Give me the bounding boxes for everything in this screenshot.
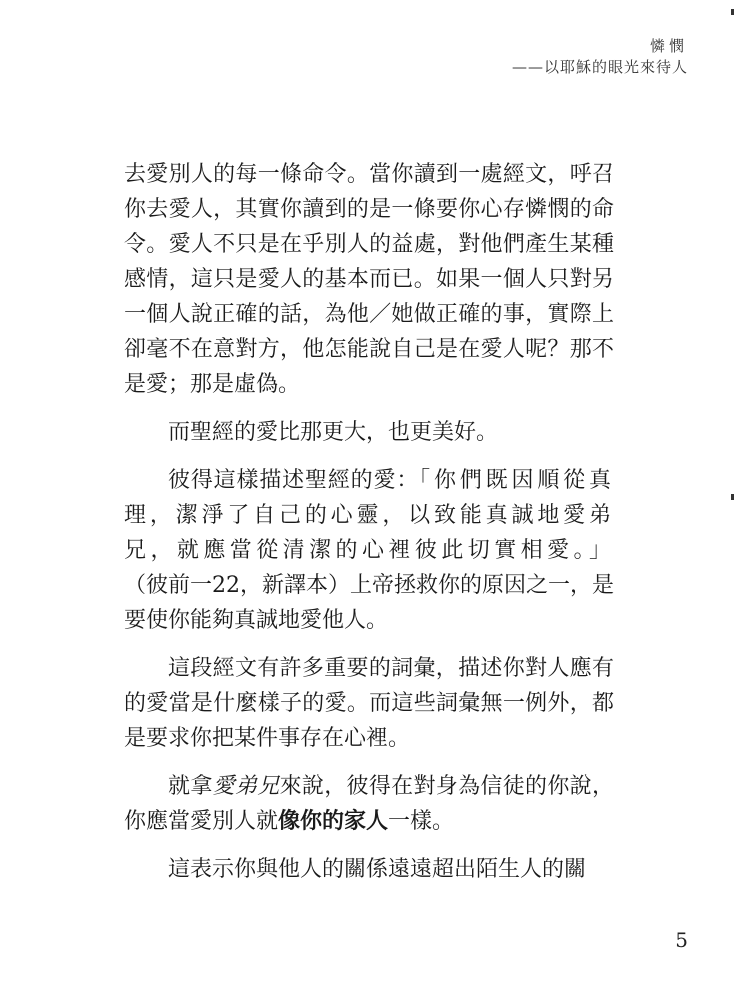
paragraph-5-a: 就拿 [168, 774, 213, 799]
paragraph-3-rest: （彼前一22，新譯本）上帝拯救你的原因之一，是要使你能夠真誠地愛他人。 [124, 573, 614, 633]
paragraph-3 [124, 463, 614, 638]
emphasis-text: 像你的家人 [278, 809, 389, 834]
running-head [512, 36, 688, 78]
running-head-subtitle: ——以耶穌的眼光來待人 [511, 58, 688, 76]
paragraph-2: 而聖經的愛比那更大，也更美好。 [168, 420, 499, 445]
paragraph-4: 這段經文有許多重要的詞彙，描述你對人應有的愛當是什麼樣子的愛。而這些詞彙無一例外，都是要求你把某件事存在心裡。 [124, 656, 614, 751]
running-head-title: 憐憫 [649, 37, 688, 55]
page-number: 5 [675, 928, 688, 952]
paragraph-6: 這表示你與他人的關係遠遠超出陌生人的關 [168, 857, 587, 882]
scripture-quote: 「你們既因順從真理，潔淨了自己的心靈，以致能真誠地愛弟兄，就應當從清潔的心裡彼此切實相愛。」 [124, 468, 614, 563]
paragraph-5-b: 來說，彼得在對身為信徒的你說，你應當愛別人就 [124, 774, 614, 834]
paragraph-5 [124, 769, 614, 839]
body-text [124, 157, 614, 887]
paragraph-3-intro: 彼得這樣描述聖經的愛： [168, 468, 420, 493]
paragraph-5-c: 一樣。 [388, 809, 455, 834]
key-term: 愛弟兄 [212, 774, 280, 799]
paragraph-1: 去愛別人的每一條命令。當你讀到一處經文，呼召你去愛人，其實你讀到的是一條要你心存憐憫的命令。愛人不只是在乎別人的益處，對他們產生某種感情，這只是愛人的基本而已。如果一個人只對另一個人說正確的話，為他／她做正確的事，實際上卻毫不在意對方，他怎能說自己是在愛人呢？那不是愛；那是虛偽。 [124, 162, 614, 397]
